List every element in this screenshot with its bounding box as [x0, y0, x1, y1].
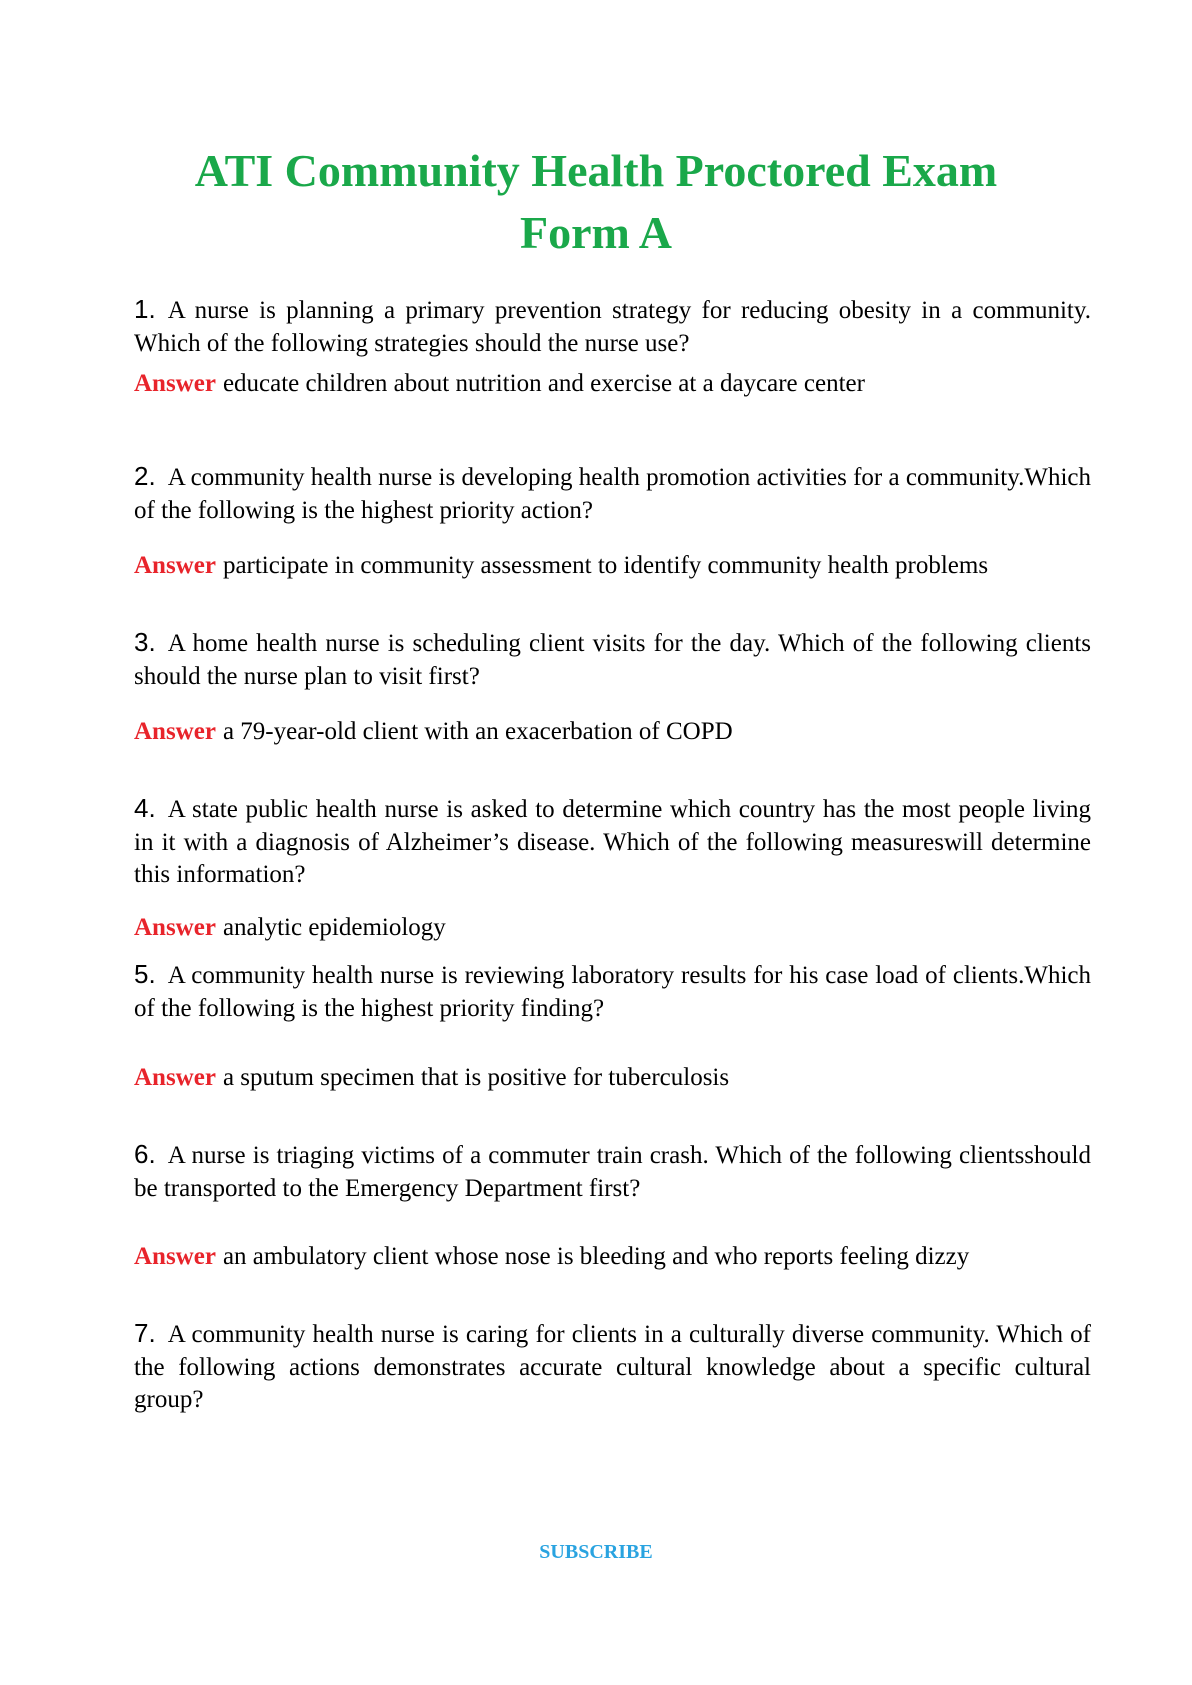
answer-label: Answer — [134, 914, 216, 941]
title-line-2: Form A — [519, 207, 672, 258]
answer-1 — [134, 368, 1134, 400]
question-text: A nurse is planning a primary prevention strategy for reducing obesity in a community. Which of the following strategies should the nurse use? — [134, 297, 1091, 357]
answer-text: educate children about nutrition and exercise at a daycare center — [222, 370, 865, 397]
answer-5 — [134, 1062, 1134, 1094]
answer-label: Answer — [134, 718, 216, 745]
answer-label: Answer — [134, 1064, 216, 1091]
question-text: A community health nurse is caring for clients in a culturally diverse community. Which of the following actions demonstrates accurate cultural knowledge about a specific cultural group? — [134, 1321, 1091, 1413]
answer-text: analytic epidemiology — [222, 914, 446, 941]
answer-2 — [134, 550, 1134, 582]
document-title — [0, 140, 1192, 264]
answer-text: a 79-year-old client with an exacerbation of COPD — [222, 718, 733, 745]
answer-label: Answer — [134, 1243, 216, 1270]
question-3 — [134, 626, 1091, 693]
question-4 — [134, 792, 1091, 892]
question-number: 2. — [134, 461, 156, 491]
question-5 — [134, 958, 1091, 1025]
question-text: A nurse is triaging victims of a commuter train crash. Which of the following clientsshould be transported to the Emergency Department first? — [134, 1142, 1091, 1202]
answer-text: a sputum specimen that is positive for tuberculosis — [222, 1064, 730, 1091]
question-text: A community health nurse is developing health promotion activities for a community.Which of the following is the highest priority action? — [134, 464, 1091, 524]
question-7 — [134, 1317, 1091, 1417]
question-number: 7. — [134, 1318, 156, 1348]
question-text: A state public health nurse is asked to determine which country has the most people living in it with a diagnosis of Alzheimer’s disease. Which of the following measureswill determine this information? — [134, 796, 1091, 888]
answer-label: Answer — [134, 552, 216, 579]
question-number: 6. — [134, 1139, 156, 1169]
answer-text: an ambulatory client whose nose is bleeding and who reports feeling dizzy — [222, 1243, 970, 1270]
title-line-1: ATI Community Health Proctored Exam — [194, 145, 998, 196]
question-text: A community health nurse is reviewing laboratory results for his case load of clients.Which of the following is the highest priority finding? — [134, 962, 1091, 1022]
question-2 — [134, 460, 1091, 527]
question-number: 3. — [134, 627, 156, 657]
subscribe-link[interactable]: SUBSCRIBE — [539, 1541, 653, 1563]
question-6 — [134, 1138, 1091, 1205]
answer-4 — [134, 912, 1134, 944]
question-number: 4. — [134, 793, 156, 823]
question-number: 5. — [134, 959, 156, 989]
answer-text: participate in community assessment to identify community health problems — [222, 552, 989, 579]
question-1 — [134, 293, 1091, 360]
question-number: 1. — [134, 294, 156, 324]
question-text: A home health nurse is scheduling client visits for the day. Which of the following clients should the nurse plan to visit first? — [134, 630, 1091, 690]
answer-label: Answer — [134, 370, 216, 397]
answer-6 — [134, 1241, 1134, 1273]
answer-3 — [134, 716, 1134, 748]
